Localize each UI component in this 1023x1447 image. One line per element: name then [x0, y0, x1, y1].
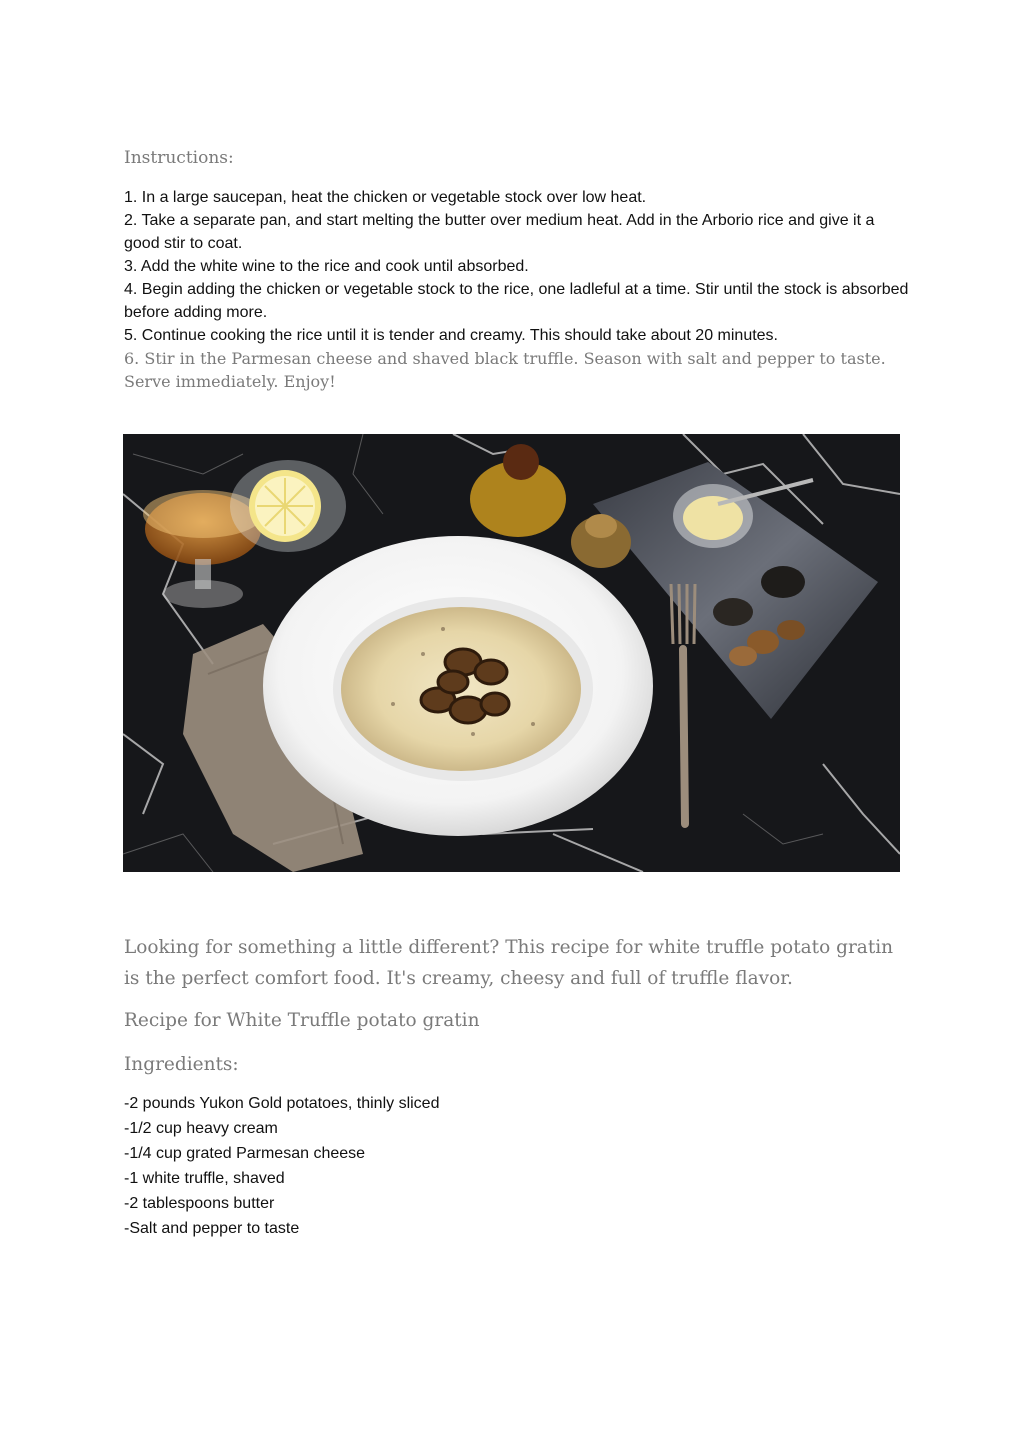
- ingredient-item: -2 pounds Yukon Gold potatoes, thinly sliced: [124, 1095, 440, 1112]
- instruction-step: 3. Add the white wine to the rice and cook until absorbed.: [124, 258, 529, 275]
- instruction-step: 6. Stir in the Parmesan cheese and shaved black truffle. Season with salt and pepper to taste. Serve immediately. Enjoy!: [124, 349, 886, 391]
- ingredient-item: -1 white truffle, shaved: [124, 1170, 285, 1187]
- ingredient-item: -2 tablespoons butter: [124, 1195, 275, 1212]
- ingredient-item: -1/2 cup heavy cream: [124, 1120, 278, 1137]
- instruction-step: 2. Take a separate pan, and start melting the butter over medium heat. Add in the Arborio rice and give it a good stir to coat.: [124, 212, 875, 252]
- instruction-step: 5. Continue cooking the rice until it is tender and creamy. This should take about 20 minutes.: [124, 327, 778, 344]
- ingredients-heading: Ingredients:: [124, 1054, 239, 1075]
- intro-paragraph: Looking for something a little different? This recipe for white truffle potato gratin is the perfect comfort food. It's creamy, cheesy and full of truffle flavor.: [124, 937, 894, 989]
- ingredient-item: -1/4 cup grated Parmesan cheese: [124, 1145, 366, 1162]
- instruction-step: 4. Begin adding the chicken or vegetable stock to the rice, one ladleful at a time. Stir until the stock is absorbed before adding more.: [124, 281, 909, 321]
- instruction-step: 1. In a large saucepan, heat the chicken or vegetable stock over low heat.: [124, 189, 647, 206]
- instructions-heading: Instructions:: [124, 148, 234, 168]
- ingredients-list: [124, 1091, 439, 1241]
- recipe-title: Recipe for White Truffle potato gratin: [124, 1010, 480, 1031]
- risotto-photo: [123, 434, 900, 872]
- ingredient-item: -Salt and pepper to taste: [124, 1220, 300, 1237]
- instructions-list: [124, 186, 914, 393]
